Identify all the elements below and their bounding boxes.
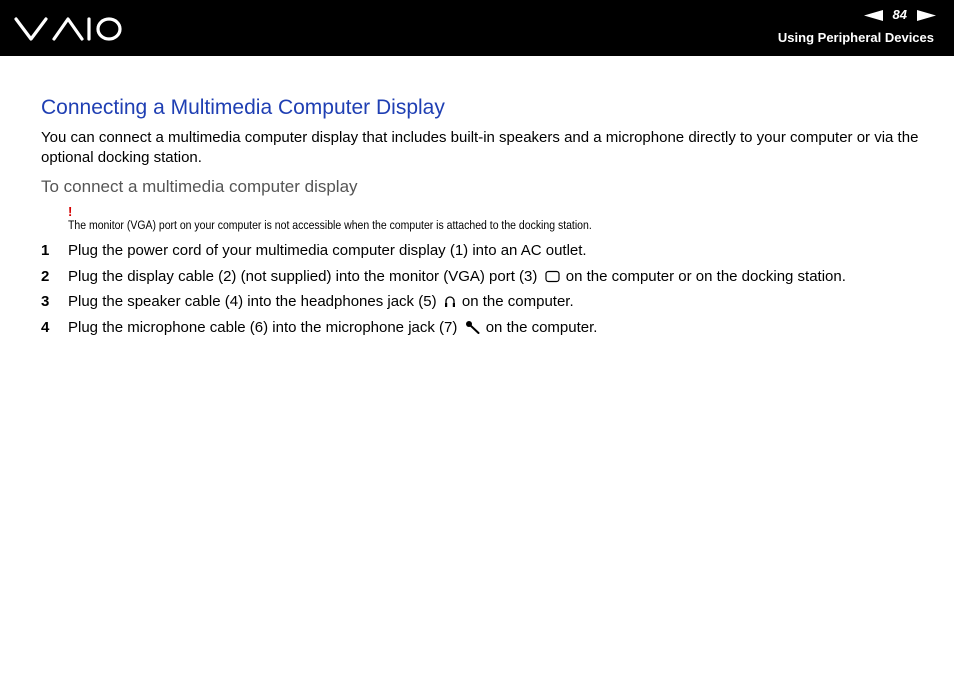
step-number: 4 [41, 318, 50, 336]
note-mark: ! [68, 204, 73, 219]
page-header [0, 0, 954, 56]
headphones-icon [444, 295, 456, 308]
monitor-icon [545, 270, 560, 283]
step-number: 2 [41, 267, 50, 285]
steps-list [41, 241, 921, 338]
note [68, 206, 921, 233]
page-number: 84 [892, 7, 907, 22]
step-number: 3 [41, 293, 50, 310]
intro-paragraph: You can connect a multimedia computer display that includes built-in speakers and a microphone directly to your computer or via the optional docking station. [41, 129, 919, 166]
page-content [41, 95, 921, 343]
step-text: Plug the microphone cable (6) into the microphone jack (7) [68, 318, 458, 336]
step-item [41, 292, 921, 312]
microphone-icon [465, 320, 480, 334]
previous-page-icon[interactable] [864, 10, 883, 21]
step-text: on the computer. [485, 318, 598, 336]
step-text: Plug the speaker cable (4) into the headphones jack (5) [68, 293, 437, 310]
step-text: Plug the display cable (2) (not supplied) into the monitor (VGA) port (3) [68, 267, 538, 285]
procedure-title: To connect a multimedia computer display [41, 177, 358, 196]
vaio-logo [14, 14, 122, 44]
step-item [41, 318, 921, 338]
step-text: on the computer. [461, 293, 574, 310]
step-item [41, 241, 921, 261]
step-text: on the computer or on the docking station. [565, 267, 846, 285]
note-text: The monitor (VGA) port on your computer is not accessible when the computer is attached to the docking station. [68, 218, 592, 232]
section-title: Using Peripheral Devices [777, 30, 934, 45]
next-page-icon[interactable] [917, 10, 936, 21]
step-number: 1 [41, 242, 50, 259]
page-title: Connecting a Multimedia Computer Display [41, 96, 445, 119]
step-text: Plug the power cord of your multimedia computer display (1) into an AC outlet. [68, 242, 587, 259]
step-item [41, 267, 921, 287]
page-navigation [864, 7, 936, 23]
